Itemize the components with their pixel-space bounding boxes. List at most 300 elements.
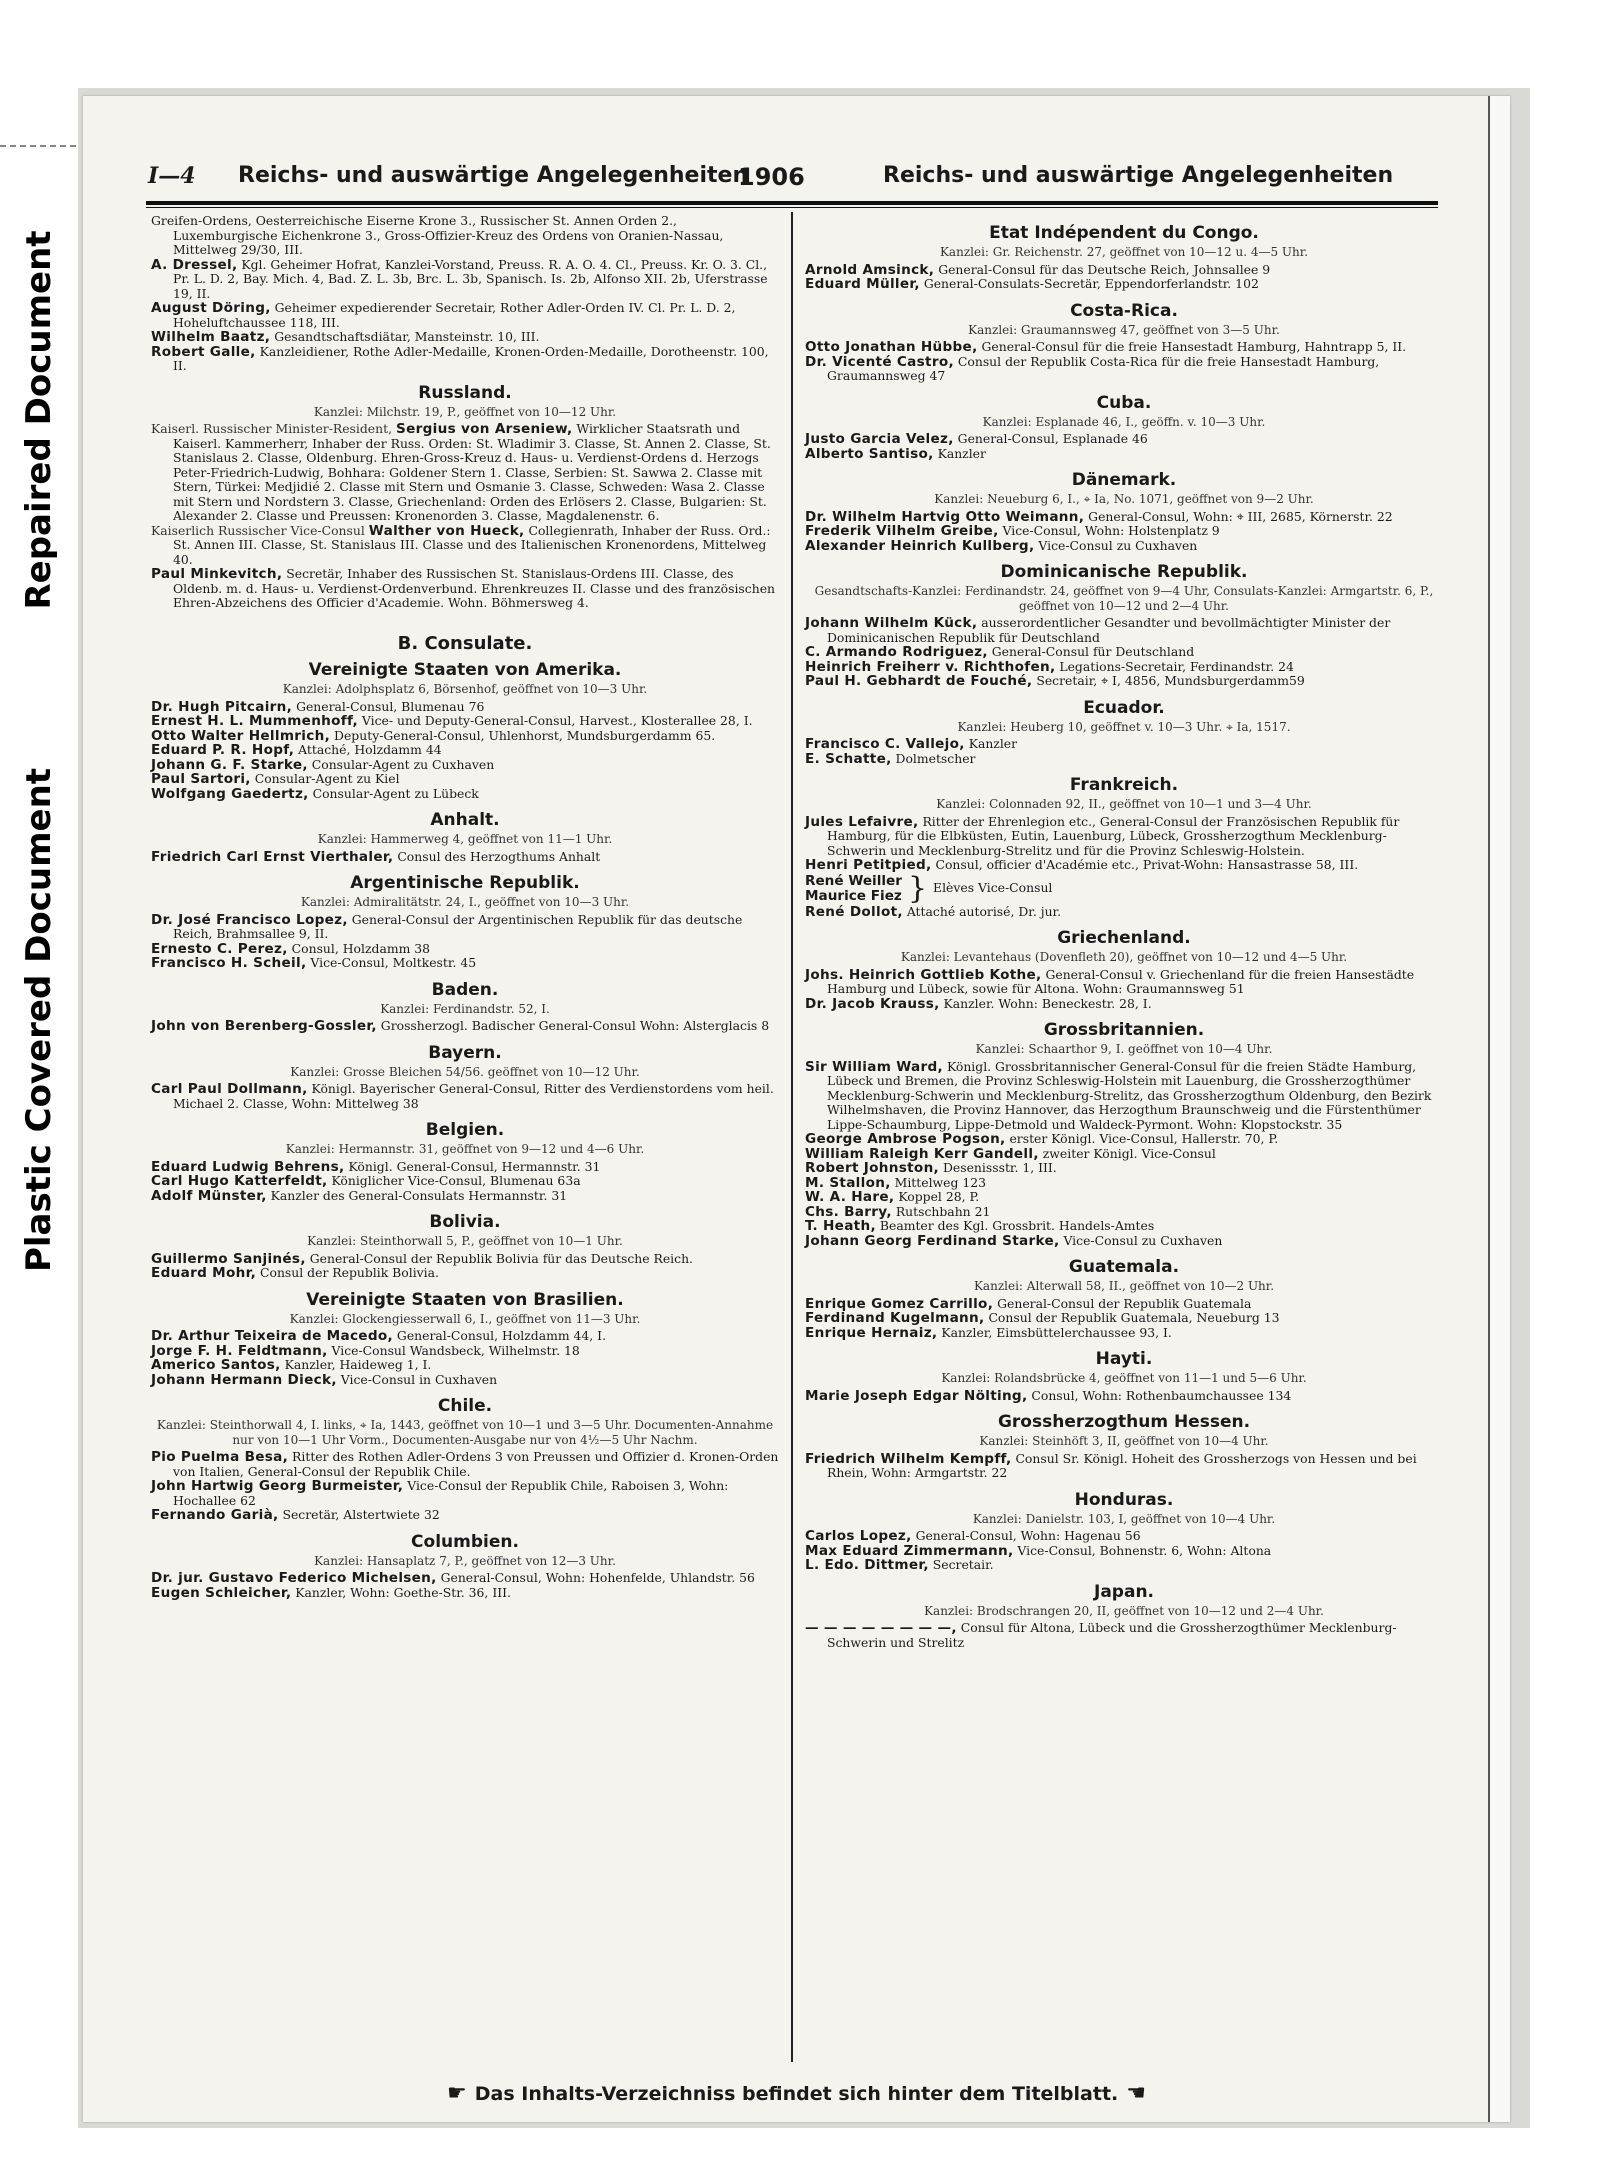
entry-text: Gesandtschaftsdiätar, Mansteinstr. 10, III. bbox=[274, 329, 540, 344]
kanzlei-line: Kanzlei: Ferdinandstr. 52, I. bbox=[380, 1001, 550, 1016]
entry-text: General-Consul, Wohn: ⌖ III, 2685, Körnerstr. 22 bbox=[1088, 508, 1393, 524]
entry-name: Friedrich Carl Ernst Vierthaler, bbox=[151, 848, 394, 865]
kanzlei-line: Kanzlei: Colonnaden 92, II., geöffnet von 10—1 und 3—4 Uhr. bbox=[936, 797, 1312, 811]
entry bbox=[151, 1189, 779, 1204]
entry-name: C. Armando Rodriguez, bbox=[805, 644, 988, 660]
entry-text: Kanzler, Eimsbüttelerchaussee 93, I. bbox=[941, 1324, 1172, 1340]
entry-name: Alexander Heinrich Kullberg, bbox=[805, 537, 1035, 554]
entry-name: Francisco C. Vallejo, bbox=[805, 736, 965, 752]
page-number: I—4 bbox=[148, 163, 196, 189]
entry-name: George Ambrose Pogson, bbox=[805, 1131, 1006, 1147]
section-title: Ecuador. bbox=[1083, 697, 1165, 718]
section-title: Japan. bbox=[1094, 1581, 1154, 1602]
entry-text: Consul, officier d'Académie etc., Privat-Wohn: Hansastrasse 58, III. bbox=[935, 857, 1359, 872]
entry-name: Carl Hugo Katterfeldt, bbox=[151, 1173, 328, 1189]
entry-text: Vice-Consul zu Cuxhaven bbox=[1063, 1232, 1223, 1248]
entry-name: Walther von Hueck, bbox=[368, 522, 525, 539]
section-title: Grossherzogthum Hessen. bbox=[997, 1412, 1251, 1432]
entry bbox=[151, 301, 779, 330]
section-title: Argentinische Republik. bbox=[350, 873, 580, 893]
entry-name: Jorge F. H. Feldtmann, bbox=[151, 1342, 328, 1359]
entry-name: Otto Walter Hellmrich, bbox=[151, 727, 331, 744]
scanned-page bbox=[78, 88, 1530, 2128]
entry bbox=[151, 787, 779, 802]
entry-text: Kanzler bbox=[937, 445, 986, 461]
entry-name: Paul Minkevitch, bbox=[151, 566, 283, 582]
entry-name: Paul Sartori, bbox=[151, 771, 251, 787]
entry-text: ausserordentlicher Gesandter und bevollmächtigter Minister der Dominicanischen Republik für Deutschland bbox=[827, 615, 1391, 645]
entry bbox=[805, 1176, 1443, 1191]
entry bbox=[805, 1205, 1443, 1220]
entry bbox=[805, 752, 1443, 767]
kanzlei-line: Kanzlei: Hansaplatz 7, P., geöffnet von 12—3 Uhr. bbox=[314, 1553, 616, 1568]
entry bbox=[805, 1132, 1443, 1147]
entry-text: Consul, Holzdamm 38 bbox=[291, 940, 431, 956]
entry bbox=[151, 1266, 779, 1281]
entry bbox=[151, 729, 779, 744]
entry bbox=[805, 1529, 1443, 1544]
section-title: Dominicanische Republik. bbox=[1000, 562, 1248, 582]
plastic-covered-label: Plastic Covered Document bbox=[19, 767, 59, 1273]
entry bbox=[151, 1450, 779, 1479]
hand-pointer-right-icon: ☛ bbox=[447, 2081, 467, 2106]
entry-name: Frederik Vilhelm Greibe, bbox=[805, 523, 999, 539]
section-title: Hayti. bbox=[1095, 1349, 1153, 1369]
entry-text: Consular-Agent zu Cuxhaven bbox=[311, 756, 495, 772]
kanzlei-line: Kanzlei: Admiralitätstr. 24, I., geöffnet von 10—3 Uhr. bbox=[300, 895, 630, 909]
entry-name: W. A. Hare, bbox=[805, 1189, 895, 1205]
consulate-section bbox=[805, 470, 1443, 553]
entry-text: Kanzler, Haideweg 1, I. bbox=[284, 1357, 432, 1372]
entry bbox=[805, 1544, 1443, 1559]
entry-text: Geheimer expedierender Secretair, Rother Adler-Orden IV. Cl. Pr. L. D. 2, Hoheluftchaussee 118, III. bbox=[173, 300, 736, 330]
entry-text: Kgl. Geheimer Hofrat, Kanzlei-Vorstand, Preuss. R. A. O. 4. Cl., Preuss. Kr. O. 3. Cl., Pr. L. D. 2, Bay. Mich. 4, Bad. Z. L. 3b, Brc. L. 3b, Spanisch. Is. 2b, Alfonso XII. 2b, Uferstrasse 19, II. bbox=[173, 256, 768, 301]
entry-text: General-Consulats-Secretär, Eppendorferlandstr. 102 bbox=[923, 276, 1259, 291]
russland-entries bbox=[151, 422, 779, 611]
entry-name: Dr. Hugh Pitcairn, bbox=[151, 698, 293, 715]
entry-text: General-Consul der Argentinischen Republik für das deutsche Reich, Brahmsallee 9, II. bbox=[173, 911, 743, 941]
kanzlei-line: Kanzlei: Adolphsplatz 6, Börsenhof, geöffnet von 10—3 Uhr. bbox=[282, 682, 648, 696]
entry bbox=[151, 1373, 779, 1388]
kanzlei-line: Kanzlei: Danielstr. 103, I, geöffnet von 10—4 Uhr. bbox=[972, 1511, 1276, 1526]
entry-name: Paul H. Gebhardt de Fouché, bbox=[805, 673, 1033, 689]
entry bbox=[151, 1174, 779, 1189]
kanzlei-line: Kanzlei: Milchstr. 19, P., geöffnet von 10—12 Uhr. bbox=[313, 404, 617, 419]
entry-name: René Dollot, bbox=[805, 903, 903, 920]
section-title: Cuba. bbox=[1096, 392, 1152, 413]
right-sections bbox=[805, 223, 1443, 1650]
entry bbox=[805, 1452, 1443, 1481]
entry-text: Wirklicher Staatsrath und Kaiserl. Kammerherr, Inhaber der Russ. Orden: St. Wladimir 3. Classe, St. Annen 2. Classe, St. Stanislaus 2. Classe, Oldenburg. Ehren-Gross-Kreuz d. Haus- u. Verdienst-Ordens d. Herzogs Peter-Friedrich-Ludwig, Bohhara: Goldener Stern 1. Classe, Serbien: St. Sawwa 2. Classe mit Stern, Türkei: Medjidié 2. Classe mit Stern und Osmanie 3. Classe, Schweden: Wasa 2. Classe mit Stern und Nordstern 3. Classe, Griechenland: Orden des Erlösers 2. Classe, Bulgarien: St. Alexander 2. Classe und Preussen: Kronenorden 3. Classe, Magdalenenstr. 6. bbox=[173, 421, 771, 523]
sidebar-labels bbox=[0, 0, 78, 2177]
hand-pointer-left-icon: ☚ bbox=[1126, 2081, 1146, 2106]
consulate-section bbox=[805, 1412, 1443, 1481]
entry-name: Robert Johnston, bbox=[805, 1160, 940, 1176]
entry bbox=[151, 258, 779, 302]
entry-text: General-Consul v. Griechenland für die freien Hansestädte Hamburg und Lübeck, sowie für Altona. Wohn: Graumannsweg 51 bbox=[827, 966, 1415, 996]
kanzlei-line: Kanzlei: Steinthorwall 4, I. links, ⌖ Ia, 1443, geöffnet von 10—1 und 3—5 Uhr. Documenten-Annahme nur von 10—1 Uhr Vorm., Documenten-Ausgabe nur von 4½—5 Uhr Nachm. bbox=[156, 1418, 774, 1447]
section-title: Bayern. bbox=[428, 1042, 502, 1063]
entry bbox=[805, 355, 1443, 384]
section-title: Anhalt. bbox=[430, 810, 500, 830]
section-title: Vereinigte Staaten von Brasilien. bbox=[306, 1289, 624, 1310]
entry-name: Dr. Wilhelm Hartvig Otto Weimann, bbox=[805, 508, 1085, 525]
entry-name: Johann Georg Ferdinand Starke, bbox=[805, 1232, 1060, 1249]
entry bbox=[151, 1586, 779, 1601]
header-year: 1906 bbox=[738, 163, 805, 191]
entry bbox=[151, 567, 779, 611]
consulate-section bbox=[151, 1043, 779, 1112]
entry bbox=[805, 1147, 1443, 1162]
entry bbox=[151, 1344, 779, 1359]
entry bbox=[151, 1571, 779, 1586]
consulate-section bbox=[805, 1020, 1443, 1248]
consulate-section bbox=[805, 928, 1443, 1011]
entry-name: Dr. Vicenté Castro, bbox=[805, 353, 954, 370]
header-rule-thin bbox=[146, 207, 1438, 208]
entry-name: Johann Hermann Dieck, bbox=[151, 1371, 337, 1388]
consulate-section bbox=[151, 1396, 779, 1523]
entry bbox=[805, 524, 1443, 539]
entry-text: Dolmetscher bbox=[895, 750, 976, 766]
entry bbox=[151, 714, 779, 729]
entry-text: Attaché autorisé, Dr. jur. bbox=[906, 903, 1062, 919]
entry-text: Secretär, Alstertwiete 32 bbox=[282, 1507, 440, 1522]
entry bbox=[151, 1252, 779, 1267]
kanzlei-line: Kanzlei: Schaarthor 9, I. geöffnet von 10—4 Uhr. bbox=[975, 1042, 1273, 1056]
running-header bbox=[148, 163, 1443, 203]
entry-text: Greifen-Ordens, Oesterreichische Eiserne Krone 3., Russischer St. Annen Orden 2., Luxemburgische Eichenkrone 3., Gross-Offizier-Kreuz des Ordens von Oranien-Nassau, Mittelweg 29/30, III. bbox=[151, 213, 724, 257]
entry bbox=[151, 422, 779, 524]
brace-icon: } bbox=[907, 870, 928, 906]
entry bbox=[151, 942, 779, 957]
section-title: Belgien. bbox=[425, 1120, 505, 1140]
section-title: Frankreich. bbox=[1069, 775, 1179, 795]
entry bbox=[151, 1082, 779, 1111]
entry-name: Dr. jur. Gustavo Federico Michelsen, bbox=[151, 1570, 437, 1586]
entry-text: Consul des Herzogthums Anhalt bbox=[397, 848, 601, 864]
entry bbox=[805, 905, 1443, 920]
entry-name: T. Heath, bbox=[805, 1218, 876, 1234]
entry-text: Deputy-General-Consul, Uhlenhorst, Mundsburgerdamm 65. bbox=[334, 727, 716, 743]
entry-text: General-Consul, Wohn: Hohenfelde, Uhlandstr. 56 bbox=[440, 1570, 755, 1585]
entry-text: Kanzler bbox=[968, 736, 1018, 751]
entry bbox=[805, 432, 1443, 447]
section-title: Griechenland. bbox=[1057, 928, 1191, 948]
entry-text: General-Consul, Blumenau 76 bbox=[296, 698, 485, 714]
entry-name: E. Schatte, bbox=[805, 750, 892, 767]
entry-text: Consul für Altona, Lübeck und die Grossherzogthümer Mecklenburg-Schwerin und Strelitz bbox=[827, 1620, 1397, 1650]
entry-name: — — — — — — — —, bbox=[805, 1620, 957, 1636]
entry bbox=[151, 700, 779, 715]
entry-text: Königl. General-Consul, Hermannstr. 31 bbox=[348, 1158, 601, 1174]
entry bbox=[805, 277, 1443, 292]
entry-name: Enrique Hernaiz, bbox=[805, 1324, 938, 1341]
entry-name: M. Stallon, bbox=[805, 1174, 891, 1191]
entry-name: Maurice Fiez bbox=[805, 887, 902, 904]
entry-text: Kanzler. Wohn: Beneckestr. 28, I. bbox=[943, 995, 1152, 1011]
entry bbox=[805, 660, 1443, 675]
entry bbox=[151, 758, 779, 773]
entry bbox=[151, 1479, 779, 1508]
entry-name: Friedrich Wilhelm Kempff, bbox=[805, 1450, 1012, 1467]
entry-prefix: Kaiserlich Russischer Vice-Consul bbox=[151, 522, 365, 538]
entry-text: General-Consul für das Deutsche Reich, Johnsallee 9 bbox=[938, 261, 1271, 277]
entry bbox=[151, 524, 779, 568]
footer-text: Das Inhalts-Verzeichniss befindet sich hinter dem Titelblatt. bbox=[474, 2083, 1119, 2105]
entry-text: Consul der Republik Bolivia. bbox=[260, 1265, 439, 1280]
entry bbox=[805, 1060, 1443, 1133]
entry-text: Vice- und Deputy-General-Consul, Harvest., Klosterallee 28, I. bbox=[361, 713, 753, 728]
entry bbox=[805, 1219, 1443, 1234]
entry-text: Ritter des Rothen Adler-Ordens 3 von Preussen und Offizier d. Kronen-Orden von Italien, General-Consul der Republik Chile. bbox=[173, 1449, 779, 1479]
entry-text: Kanzleidiener, Rothe Adler-Medaille, Kronen-Orden-Medaille, Dorotheenstr. 100, II. bbox=[173, 343, 769, 373]
entry-name: Eduard Müller, bbox=[805, 276, 920, 292]
entry bbox=[805, 510, 1443, 525]
entry bbox=[151, 850, 779, 865]
entry bbox=[151, 1329, 779, 1344]
entry-name: Carl Paul Dollmann, bbox=[151, 1081, 308, 1097]
entry-name: Johs. Heinrich Gottlieb Kothe, bbox=[805, 966, 1042, 983]
consulate-heading: B. Consulate. bbox=[397, 632, 533, 654]
entry-text: Desenissstr. 1, III. bbox=[942, 1160, 1057, 1175]
entry-name: Wilhelm Baatz, bbox=[151, 329, 271, 345]
entry-text: Vice-Consul, Bohnenstr. 6, Wohn: Altona bbox=[1017, 1542, 1272, 1558]
entry bbox=[805, 997, 1443, 1012]
entry-text: Ritter der Ehrenlegion etc., General-Consul der Französischen Republik für Hamburg, für die Elbküsten, Eutin, Lauenburg, Lübeck, Grossherzogthum Mecklenburg-Schwerin und Mecklenburg-Strelitz und für die Provinz Schleswig-Holstein. bbox=[827, 813, 1400, 858]
entry-text: Consular-Agent zu Kiel bbox=[254, 771, 400, 786]
entry-name: Jules Lefaivre, bbox=[805, 813, 919, 830]
entry-name: Fernando Garià, bbox=[151, 1507, 279, 1523]
kanzlei-line: Kanzlei: Hermannstr. 31, geöffnet von 9—12 und 4—6 Uhr. bbox=[285, 1142, 645, 1156]
entry bbox=[805, 968, 1443, 997]
entry-pair bbox=[805, 870, 1443, 906]
entry-text: Secretär, Inhaber des Russischen St. Stanislaus-Ordens III. Classe, des Oldenb. m. d. Haus- u. Verdienst-Ordenverbund. Ehrenkreuzes II. Classe und des französischen Ehren-Abzeichens des Officier d'Academie. Wohn. Böhmersweg 4. bbox=[173, 566, 776, 610]
entry bbox=[805, 1234, 1443, 1249]
entry-text: Mittelweg 123 bbox=[894, 1174, 987, 1190]
entry-name: A. Dressel, bbox=[151, 256, 238, 273]
entry bbox=[151, 330, 779, 345]
section-title: Columbien. bbox=[411, 1531, 519, 1552]
consulate-section bbox=[151, 1212, 779, 1281]
entry bbox=[805, 1326, 1443, 1341]
entry-text: Collegienrath, Inhaber der Russ. Ord.: St. Annen III. Classe, St. Stanislaus III. Classe und des Italienischen Kronenordens, Mittelweg 40. bbox=[173, 522, 771, 567]
entry-name: Johann G. F. Starke, bbox=[151, 756, 308, 773]
entry-name: Eduard P. R. Hopf, bbox=[151, 742, 295, 758]
entry-name: Dr. José Francisco Lopez, bbox=[151, 911, 348, 928]
kanzlei-line: Kanzlei: Rolandsbrücke 4, geöffnet von 11—1 und 5—6 Uhr. bbox=[941, 1371, 1307, 1385]
entry bbox=[805, 1558, 1443, 1573]
entry-name: L. Edo. Dittmer, bbox=[805, 1557, 929, 1573]
entry-text: General-Consul der Republik Guatemala bbox=[997, 1295, 1252, 1311]
entry-name: Americo Santos, bbox=[151, 1357, 281, 1373]
section-title: Baden. bbox=[431, 979, 499, 1000]
entry-text: Vice-Consul, Wohn: Holstenplatz 9 bbox=[1002, 523, 1220, 538]
document-sheet bbox=[83, 96, 1510, 2122]
entry-name: Marie Joseph Edgar Nölting, bbox=[805, 1387, 1028, 1404]
consulate-section bbox=[805, 393, 1443, 462]
right-column bbox=[805, 214, 1443, 1650]
entry bbox=[805, 1190, 1443, 1205]
header-title-right: Reichs- und auswärtige Angelegenheiten bbox=[883, 163, 1394, 188]
consulate-section bbox=[805, 223, 1443, 292]
entry-name: John Hartwig Georg Burmeister, bbox=[151, 1478, 404, 1494]
kanzlei-line: Kanzlei: Alterwall 58, II., geöffnet von 10—2 Uhr. bbox=[973, 1279, 1275, 1293]
entry-name: Robert Galle, bbox=[151, 343, 256, 360]
entry bbox=[805, 447, 1443, 462]
entry bbox=[805, 858, 1443, 873]
left-column bbox=[151, 214, 779, 1600]
entry-text: General-Consul für Deutschland bbox=[991, 644, 1195, 659]
kanzlei-line: Kanzlei: Esplanade 46, I., geöffn. v. 10—3 Uhr. bbox=[982, 414, 1266, 429]
entry bbox=[805, 737, 1443, 752]
section-title: Costa-Rica. bbox=[1070, 300, 1178, 321]
entry-name: Johann Wilhelm Kück, bbox=[805, 615, 978, 631]
header-title-left: Reichs- und auswärtige Angelegenheiten bbox=[238, 163, 749, 188]
entry-name: William Raleigh Kerr Gandell, bbox=[805, 1145, 1039, 1162]
entry-name: Chs. Barry, bbox=[805, 1203, 892, 1220]
section-russland bbox=[151, 383, 779, 611]
entry bbox=[151, 743, 779, 758]
entry-name: Henri Petitpied, bbox=[805, 857, 932, 873]
entry-name: Heinrich Freiherr v. Richthofen, bbox=[805, 658, 1056, 675]
kanzlei-line: Gesandtschafts-Kanzlei: Ferdinandstr. 24, geöffnet von 9—4 Uhr, Consulats-Kanzlei: Armgartstr. 6, P., geöffnet von 10—12 und 2—4 Uhr. bbox=[814, 584, 1434, 613]
entry-text: Koppel 28, P. bbox=[898, 1189, 980, 1204]
entry bbox=[805, 340, 1443, 355]
entry-name: John von Berenberg-Gossler, bbox=[151, 1018, 377, 1034]
entry bbox=[151, 772, 779, 787]
entry-text: zweiter Königl. Vice-Consul bbox=[1042, 1145, 1216, 1161]
kanzlei-line: Kanzlei: Hammerweg 4, geöffnet von 11—1 Uhr. bbox=[317, 832, 613, 846]
consulate-section bbox=[805, 1582, 1443, 1651]
entry bbox=[151, 913, 779, 942]
page-edge bbox=[1488, 96, 1510, 2122]
consulate-section bbox=[151, 980, 779, 1034]
footer-note bbox=[83, 2081, 1510, 2106]
entry-name: Adolf Münster, bbox=[151, 1187, 267, 1204]
entry-name: Francisco H. Scheil, bbox=[151, 955, 307, 971]
entry-name: René Weiller bbox=[805, 872, 902, 889]
entry bbox=[805, 645, 1443, 660]
entry-text: Königl. Grossbritannischer General-Consul für die freien Städte Hamburg, Lübeck und Bremen, die Provinz Schleswig-Holstein mit Lauenburg, die Grossherzogthümer Mecklenburg-Schwerin und Mecklenburg-Strelitz, das Grossherzogthum Oldenburg, den Bezirk Wilhelmshaven, die Provinz Hannover, das Herzogthum Braunschweig und die Fürstenthümer Lippe-Schaumburg, Lippe-Detmold und Waldeck-Pyrmont. Wohn: Klopstockstr. 35 bbox=[827, 1058, 1432, 1132]
entry-text: Vice-Consul in Cuxhaven bbox=[340, 1371, 498, 1387]
entry-text: General-Consul der Republik Bolivia für das Deutsche Reich. bbox=[309, 1250, 694, 1266]
entry-name: Pio Puelma Besa, bbox=[151, 1449, 289, 1465]
entry-name: Max Eduard Zimmermann, bbox=[805, 1542, 1014, 1559]
entry-name: August Döring, bbox=[151, 300, 271, 316]
entry-name: Sergius von Arseniew, bbox=[396, 421, 573, 437]
intro-block bbox=[151, 214, 779, 374]
kanzlei-line: Kanzlei: Gr. Reichenstr. 27, geöffnet von 10—12 u. 4—5 Uhr. bbox=[939, 245, 1309, 259]
kanzlei-line: Kanzlei: Graumannsweg 47, geöffnet von 3—5 Uhr. bbox=[968, 322, 1280, 337]
entry-text: Elèves Vice-Consul bbox=[933, 880, 1053, 896]
section-title: Honduras. bbox=[1074, 1489, 1174, 1510]
kanzlei-line: Kanzlei: Levantehaus (Dovenfleth 20), geöffnet von 10—12 und 4—5 Uhr. bbox=[900, 950, 1348, 964]
entry-name: Enrique Gomez Carrillo, bbox=[805, 1295, 994, 1312]
entry-text: Vice-Consul zu Cuxhaven bbox=[1038, 537, 1198, 553]
entry bbox=[805, 815, 1443, 859]
section-title: Grossbritannien. bbox=[1043, 1020, 1205, 1040]
consulate-section bbox=[805, 1349, 1443, 1403]
kanzlei-line: Kanzlei: Grosse Bleichen 54/56. geöffnet von 10—12 Uhr. bbox=[290, 1064, 640, 1079]
entry bbox=[805, 1621, 1443, 1650]
entry-text: General-Consul für die freie Hansestadt Hamburg, Hahntrapp 5, II. bbox=[981, 339, 1407, 354]
entry-text: General-Consul, Wohn: Hagenau 56 bbox=[915, 1528, 1141, 1543]
section-title: Dänemark. bbox=[1071, 470, 1177, 490]
entry-text: General-Consul, Esplanade 46 bbox=[957, 431, 1148, 446]
kanzlei-line: Kanzlei: Glockengiesserwall 6, I., geöffnet von 11—3 Uhr. bbox=[289, 1311, 641, 1326]
section-title: Guatemala. bbox=[1068, 1257, 1180, 1277]
kanzlei-line: Kanzlei: Neueburg 6, I., ⌖ Ia, No. 1071, geöffnet von 9—2 Uhr. bbox=[934, 492, 1314, 506]
entry-name: Eduard Mohr, bbox=[151, 1265, 257, 1281]
entry-text: Vice-Consul Wandsbeck, Wilhelmstr. 18 bbox=[331, 1342, 580, 1358]
entry-name: Arnold Amsinck, bbox=[805, 261, 935, 278]
entry bbox=[805, 1311, 1443, 1326]
left-sections bbox=[151, 660, 779, 1600]
entry-name: Otto Jonathan Hübbe, bbox=[805, 339, 978, 355]
consulate-section bbox=[805, 698, 1443, 767]
entry-text: Consul, Wohn: Rothenbaumchaussee 134 bbox=[1031, 1387, 1292, 1403]
entry-text: Consular-Agent zu Lübeck bbox=[312, 785, 479, 801]
entry bbox=[151, 1508, 779, 1523]
entry bbox=[151, 214, 779, 258]
entry bbox=[805, 539, 1443, 554]
consulate-section bbox=[151, 1120, 779, 1203]
section-title: Bolivia. bbox=[429, 1212, 501, 1232]
entry-text: Consul der Republik Guatemala, Neueburg 13 bbox=[988, 1310, 1280, 1325]
entry-text: Vice-Consul, Moltkestr. 45 bbox=[310, 955, 477, 970]
column-separator bbox=[791, 212, 793, 2062]
kanzlei-line: Kanzlei: Brodschrangen 20, II, geöffnet von 10—12 und 2—4 Uhr. bbox=[924, 1603, 1324, 1618]
entry-text: Kanzler des General-Consulats Hermannstr. 31 bbox=[270, 1187, 568, 1203]
kanzlei-line: Kanzlei: Steinthorwall 5, P., geöffnet von 10—1 Uhr. bbox=[307, 1234, 623, 1248]
kanzlei-line: Kanzlei: Steinhöft 3, II, geöffnet von 10—4 Uhr. bbox=[979, 1434, 1269, 1448]
entry-name: Alberto Santiso, bbox=[805, 445, 934, 462]
entry-text: erster Königl. Vice-Consul, Hallerstr. 70, P. bbox=[1009, 1131, 1279, 1146]
consulate-section bbox=[805, 562, 1443, 689]
entry-text: Consul Sr. Königl. Hoheit des Grossherzogs von Hessen und bei Rhein, Wohn: Armgartstr. 22 bbox=[827, 1450, 1417, 1480]
consulate-section bbox=[805, 1257, 1443, 1340]
section-title: Etat Indépendent du Congo. bbox=[989, 223, 1259, 243]
entry-text: Secretair. bbox=[932, 1557, 994, 1572]
entry-text: Königl. Bayerischer General-Consul, Ritter des Verdienstordens vom heil. Michael 2. Classe, Wohn: Mittelweg 38 bbox=[173, 1081, 774, 1111]
entry-text: Beamter des Kgl. Grossbrit. Handels-Amtes bbox=[879, 1218, 1155, 1233]
entry-name: Eugen Schleicher, bbox=[151, 1584, 292, 1601]
header-rule bbox=[146, 201, 1438, 205]
entry-name: Eduard Ludwig Behrens, bbox=[151, 1158, 345, 1175]
consulate-section bbox=[805, 1490, 1443, 1573]
kanzlei-line: Kanzlei: Heuberg 10, geöffnet v. 10—3 Uhr. ⌖ Ia, 1517. bbox=[957, 719, 1291, 734]
entry-text: Legations-Secretair, Ferdinandstr. 24 bbox=[1059, 658, 1294, 674]
section-title: Chile. bbox=[437, 1396, 493, 1416]
entry-text: General-Consul, Holzdamm 44, I. bbox=[396, 1328, 607, 1343]
entry-text: Attaché, Holzdamm 44 bbox=[298, 742, 442, 757]
entry-name: Ernesto C. Perez, bbox=[151, 940, 288, 957]
entry-text: Kanzler, Wohn: Goethe-Str. 36, III. bbox=[295, 1584, 511, 1600]
entry bbox=[151, 1358, 779, 1373]
entry bbox=[805, 1161, 1443, 1176]
entry-name: Sir William Ward, bbox=[805, 1058, 943, 1075]
entry-name: Justo Garcia Velez, bbox=[805, 431, 954, 447]
entry-name: Carlos Lopez, bbox=[805, 1528, 912, 1544]
consulate-section bbox=[151, 873, 779, 971]
consulate-section bbox=[151, 1290, 779, 1388]
pair-names bbox=[805, 874, 902, 904]
entry-prefix: Kaiserl. Russischer Minister-Resident, bbox=[151, 421, 393, 436]
entry-name: Ernest H. L. Mummenhoff, bbox=[151, 713, 358, 729]
entry bbox=[151, 1019, 779, 1034]
entry-name: Dr. Jacob Krauss, bbox=[805, 995, 940, 1012]
